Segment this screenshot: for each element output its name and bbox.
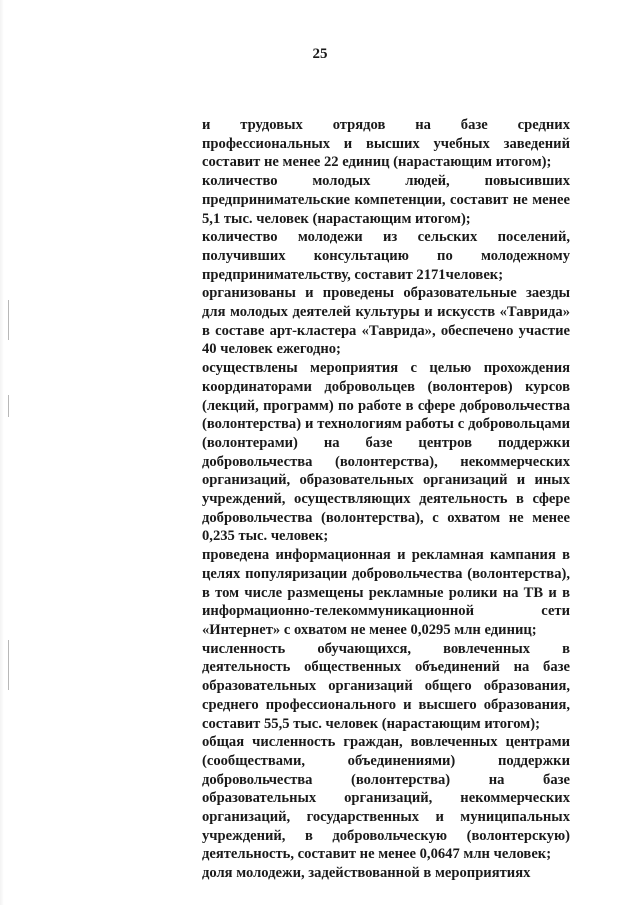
paragraph-9: доля молодежи, задействованной в мероприятиях	[202, 865, 531, 882]
scan-artifact-line	[8, 300, 9, 340]
paragraph-2: количество молодых людей, повысивших предпринимательские компетенции, составит не менее 5,1 тыс. человек (нарастающим итогом);	[202, 173, 570, 227]
page-number: 25	[312, 46, 328, 62]
paragraph-5: осуществлены мероприятия с целью прохождения координаторами добровольцев (волонтеров) курсов (лекций, программ) по работе в сфере добровольчества (волонтерства) и технологиям работы с добровольцами (волонтерами) на базе центров поддержки добровольчества (волонтерства), некоммерческих организаций, образовательных организаций и иных учреждений, осуществляющих деятельность в сфере добровольчества (волонтерства), с охватом не менее 0,235 тыс. человек;	[202, 360, 570, 545]
paragraph-3: количество молодежи из сельских поселений, получивших консультацию по молодежному предпринимательству, составит 2171человек;	[202, 229, 570, 283]
document-body	[202, 116, 570, 883]
page-edge-shadow	[0, 0, 4, 905]
scan-artifact-line	[8, 640, 9, 690]
paragraph-4: организованы и проведены образовательные заезды для молодых деятелей культуры и искусств «Таврида» в составе арт-кластера «Таврида», обеспечено участие 40 человек ежегодно;	[202, 285, 570, 358]
paragraph-1: и трудовых отрядов на базе средних профессиональных и высших учебных заведений составит не менее 22 единиц (нарастающим итогом);	[202, 117, 570, 171]
paragraph-6: проведена информационная и рекламная кампания в целях популяризации добровольчества (волонтерства), в том числе размещены рекламные ролики на ТВ и в информационно-телекоммуникационной сети «Интернет» с охватом не менее 0,0295 млн единиц;	[202, 547, 570, 638]
paragraph-8: общая численность граждан, вовлеченных центрами (сообществами, объединениями) поддержки добровольчества (волонтерства) на базе образовательных организаций, некоммерческих организаций, государственных и муниципальных учреждений, в добровольческую (волонтерскую) деятельность, составит не менее 0,0647 млн человек;	[202, 734, 570, 863]
scan-artifact-line	[8, 395, 9, 417]
paragraph-7: численность обучающихся, вовлеченных в деятельность общественных объединений на базе образовательных организаций общего образования, среднего профессионального и высшего образования, составит 55,5 тыс. человек (нарастающим итогом);	[202, 640, 570, 732]
